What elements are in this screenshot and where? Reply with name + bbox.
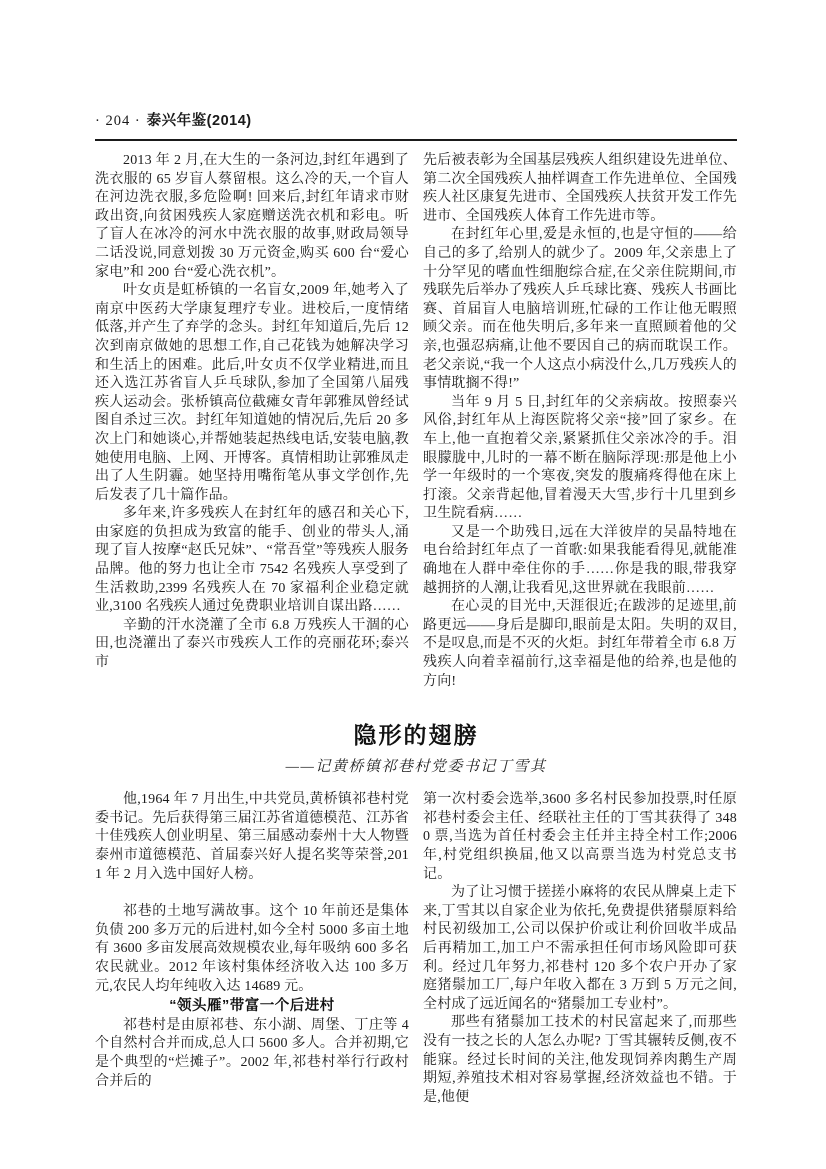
article1-continuation-section [95,152,737,691]
body-paragraph: 2013 年 2 月,在大生的一条河边,封红年遇到了洗衣服的 65 岁盲人蔡留根。这么冷的天,一个盲人在河边洗衣服,多危险啊! 回来后,封红年请求市财政出资,向贫困残疾人家庭赠送洗衣机和彩电。听了盲人在冰冷的河水中洗衣服的故事,财政局领导二话没说,同意划拨 30 万元资金,购买 600 台“爱心家电”和 200 台“爱心洗衣机”。 [95,153,409,280]
lower-right-column [423,791,737,1107]
body-paragraph: 当年 9 月 5 日,封红年的父亲病故。按照泰兴风俗,封红年从上海医院将父亲“接”回了家乡。在车上,他一直抱着父亲,紧紧抓住父亲冰冷的手。泪眼朦胧中,儿时的一幕不断在脑际浮现:那是他上小学一年级时的一个寒夜,突发的腹痛疼得他在床上打滚。父亲背起他,冒着漫天大雪,步行十几里到乡卫生院看病…… [423,394,737,522]
lead-paragraph: 他,1964 年 7 月出生,中共党员,黄桥镇祁巷村党委书记。先后获得第三届江苏省道德模范、江苏省十佳残疾人创业明星、第三届感动泰州十大人物暨泰州市道德模范、首届泰兴好人提名奖等荣誉,2011 年 2 月入选中国好人榜。 [95,792,409,882]
body-paragraph: 祁巷村是由原祁巷、东小湖、周堡、丁庄等 4 个自然村合并而成,总人口 5600 多人。合并初期,它是个典型的“烂摊子”。2002 年,祁巷村举行行政村合并后的 [95,1017,409,1089]
body-paragraph: 为了让习惯于搓搓小麻将的农民从牌桌上走下来,丁雪其以自家企业为依托,免费提供猪鬃原料给村民初级加工,公司以保护价或让利价回收半成品后再精加工,加工户不需承担任何市场风险即可获利。经过几年努力,祁巷村 120 多个农户开办了家庭猪鬃加工厂,每户年收入都在 3 万到 5 万元之间,全村成了远近闻名的“猪鬃加工专业村”。 [423,885,737,1012]
body-paragraph: 多年来,许多残疾人在封红年的感召和关心下,由家庭的负担成为致富的能手、创业的带头人,涌现了盲人按摩“赵氏兄妹”、“常吾堂”等残疾人服务品牌。他的努力也让全市 7542 名残疾人享受到了生活救助,2399 名残疾人在 70 家福利企业稳定就业,3100 名残疾人通过免费职业培训自谋出路…… [95,506,409,615]
section-subheading: “领头雁”带富一个后进村 [169,998,335,1015]
upper-left-column [95,152,409,691]
book-title: 泰兴年鉴(2014) [146,113,252,129]
article-subtitle: ——记黄桥镇祁巷村党委书记丁雪其 [285,759,547,776]
body-paragraph: 祁巷的土地写满故事。这个 10 年前还是集体负债 200 多万元的后进村,如今全村 5000 多亩土地有 3600 多亩发展高效规模农业,每年吸纳 600 多名农民就业。2012 年该村集体经济收入达 100 多万元,农民人均年纯收入达 14689 元。 [95,904,409,994]
body-paragraph: 在封红年心里,爱是永恒的,也是守恒的——给自己的多了,给别人的就少了。2009 年,父亲患上了十分罕见的嗜血性细胞综合症,在父亲住院期间,市残联先后举办了残疾人乒乓球比赛、残疾人书画比赛、首届盲人电脑培训班,忙碌的工作让他无暇照顾父亲。而在他失明后,多年来一直照顾着他的父亲,也强忍病痛,让他不要因自己的病而耽误工作。老父亲说,“我一个人这点小病没什么,几万残疾人的事情耽搁不得!” [423,227,737,392]
upper-right-column [423,152,737,691]
page-header [95,112,737,131]
article2-body-section [95,791,737,1107]
article-title: 隐形的翅膀 [353,722,479,749]
page-number: · 204 · [95,113,141,129]
body-paragraph-continuation: 先后被表彰为全国基层残疾人组织建设先进单位、第二次全国残疾人抽样调查工作先进单位、全国残疾人社区康复先进市、全国残疾人扶贫开发工作先进市、全国残疾人体育工作先进市等。 [423,153,737,224]
header-rule [95,139,737,141]
body-paragraph: 辛勤的汗水浇灌了全市 6.8 万残疾人干涸的心田,也浇灌出了泰兴市残疾人工作的亮丽花环;泰兴市 [95,617,409,671]
body-paragraph-continuation: 第一次村委会选举,3600 多名村民参加投票,时任原祁巷村委会主任、经联社主任的丁雪其获得了 3480 票,当选为首任村委会主任并主持全村工作;2006 年,村党组织换届,他又以高票当选为村党总支书记。 [423,792,737,882]
lower-left-column [95,791,409,1107]
body-paragraph: 在心灵的目光中,天涯很近;在跋涉的足迹里,前路更远——身后是脚印,眼前是太阳。失明的双目,不是叹息,而是不灭的火炬。封红年带着全市 6.8 万残疾人向着幸福前行,这幸福是他的给养,也是他的方向! [423,599,737,689]
body-paragraph: 又是一个助残日,远在大洋彼岸的吴晶特地在电台给封红年点了一首歌:如果我能看得见,就能准确地在人群中牵住你的手……你是我的眼,带我穿越拥挤的人潮,让我看见,这世界就在我眼前…… [423,524,737,596]
body-paragraph: 叶女贞是虹桥镇的一名盲女,2009 年,她考入了南京中医药大学康复理疗专业。进校后,一度情绪低落,并产生了弃学的念头。封红年知道后,先后 12 次到南京做她的思想工作,自己花钱为她解决学习和生活上的困难。此后,叶女贞不仅学业精进,而且还入选江苏省盲人乒乓球队,参加了全国第八届残疾人运动会。张桥镇高位截瘫女青年郭雅凤曾经试图自杀过三次。封红年知道她的情况后,先后 20 多次上门和她谈心,并帮她装起热线电话,安装电脑,教她使用电脑、上网、开博客。真情相助让郭雅凤走出了人生阴霾。她坚持用嘴衔笔从事文学创作,先后发表了几十篇作品。 [95,283,409,503]
body-paragraph: 那些有猪鬃加工技术的村民富起来了,而那些没有一技之长的人怎么办呢? 丁雪其辗转反侧,夜不能寐。经过长时间的关注,他发现饲养肉鹅生产周期短,养殖技术相对容易掌握,经济效益也不错。于是,他便 [423,1015,737,1105]
